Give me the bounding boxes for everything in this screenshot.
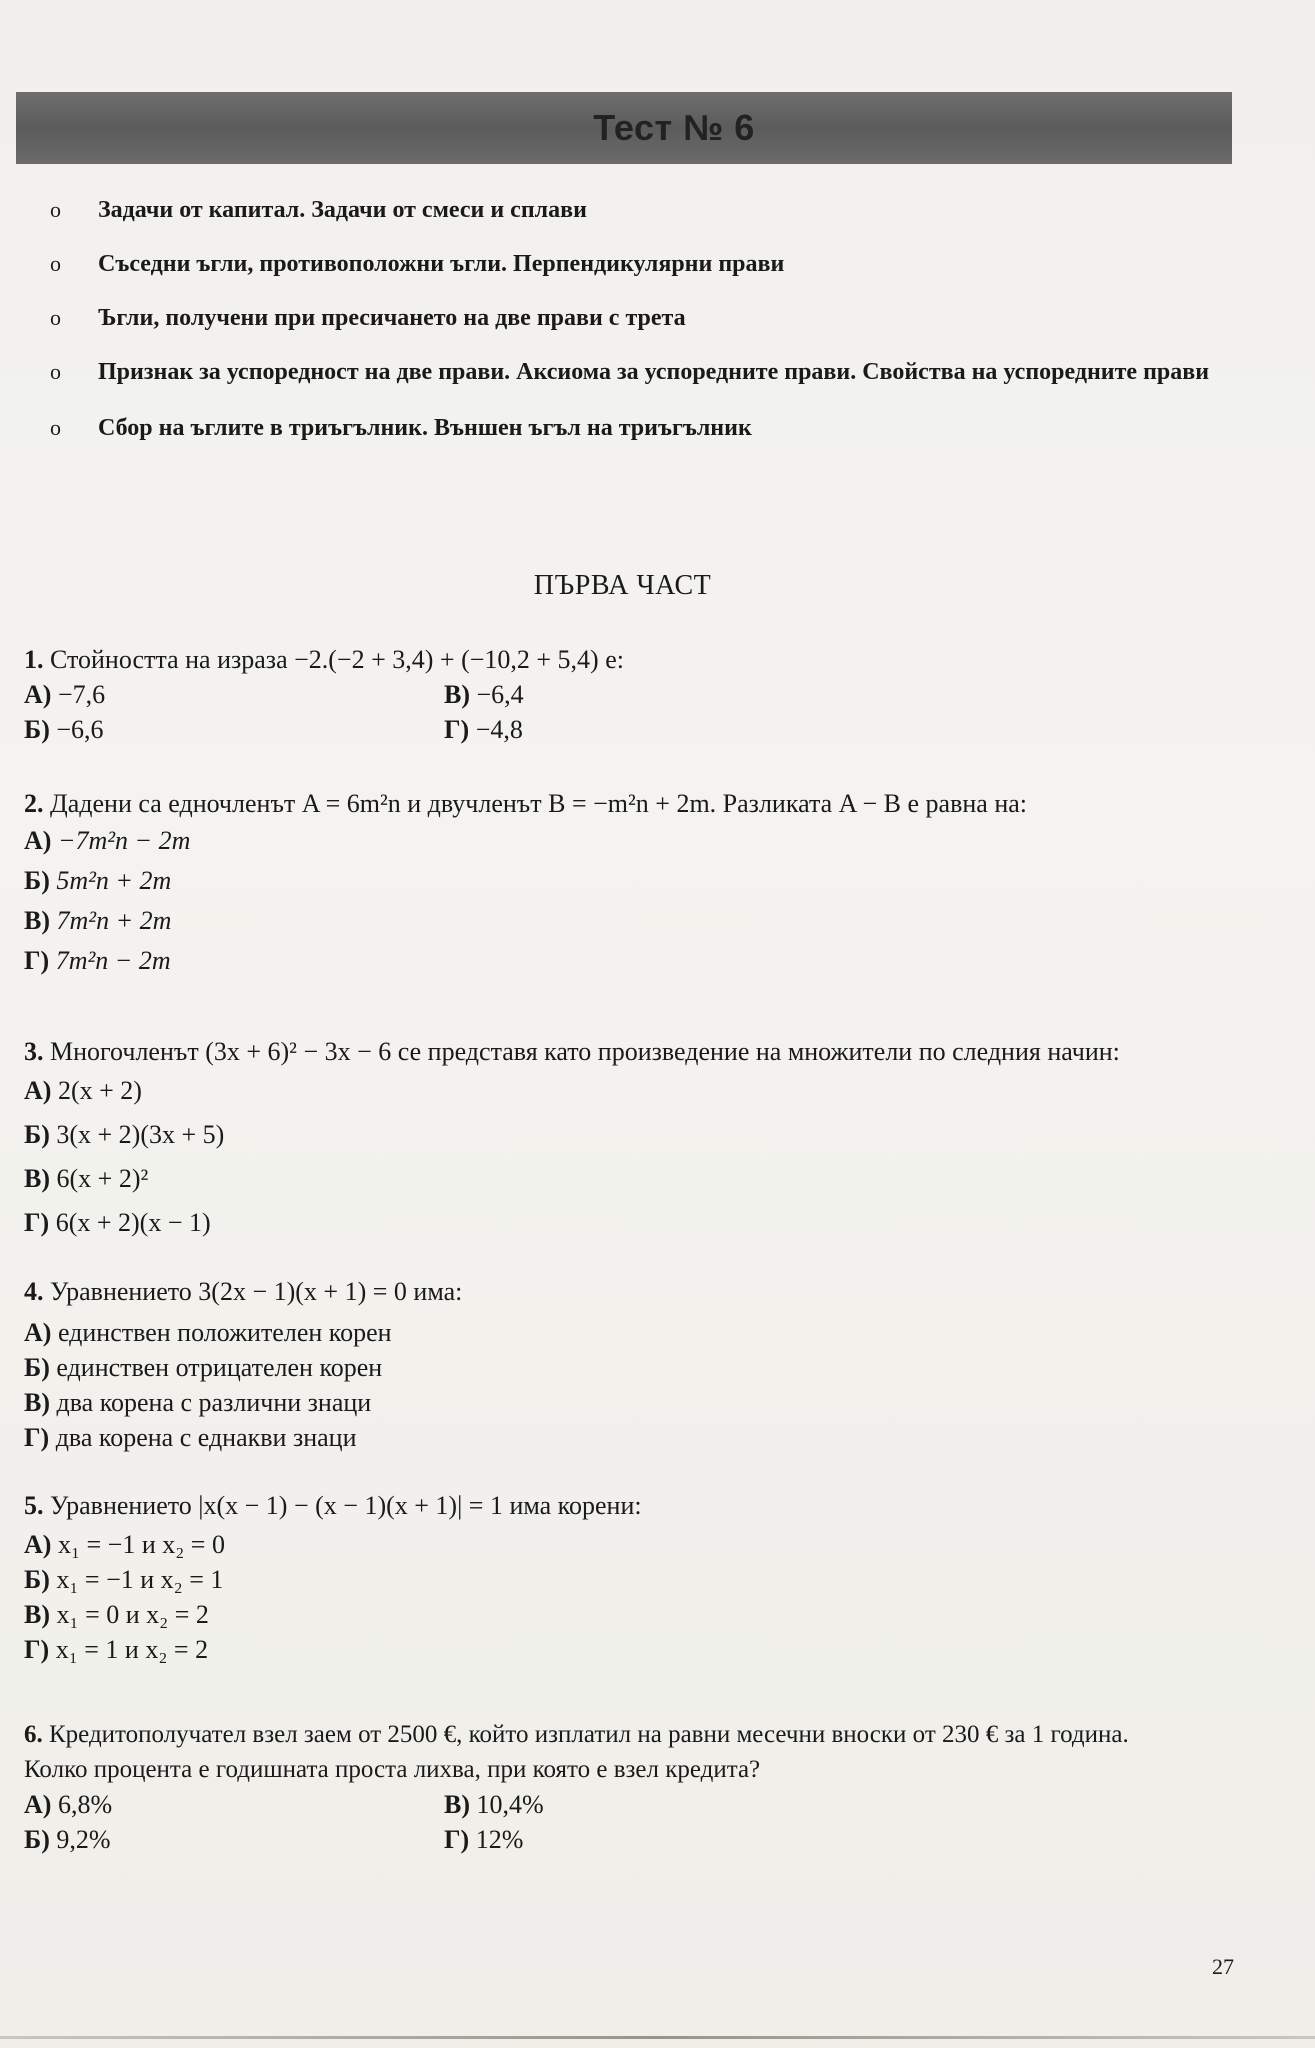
question-1 bbox=[24, 642, 1244, 747]
option: В) два корена с различни знаци bbox=[24, 1388, 372, 1417]
question-6 bbox=[24, 1717, 1244, 1857]
topic-item bbox=[50, 301, 1230, 335]
topic-text: Задачи от капитал. Задачи от смеси и сплави bbox=[98, 197, 587, 223]
question-2 bbox=[24, 786, 1244, 981]
option: Б) единствен отрицателен корен bbox=[24, 1353, 383, 1382]
option: Г) 12% bbox=[444, 1825, 524, 1854]
options-grid bbox=[24, 677, 1244, 747]
bullet-icon: o bbox=[50, 415, 61, 440]
topic-item bbox=[50, 193, 1230, 227]
options-list bbox=[24, 1069, 1244, 1245]
test-header-bar bbox=[16, 92, 1232, 164]
bullet-icon: o bbox=[50, 305, 61, 330]
question-text: Стойността на израза −2.(−2 + 3,4) + (−10,2 + 5,4) е: bbox=[50, 645, 624, 674]
section-title: ПЪРВА ЧАСТ bbox=[533, 570, 712, 601]
page-number: 27 bbox=[1212, 1954, 1234, 1979]
option: В) −6,4 bbox=[444, 680, 524, 709]
topic-text: Ъгли, получени при пресичането на две прави с трета bbox=[98, 305, 686, 331]
option: Б) 3(x + 2)(3x + 5) bbox=[24, 1120, 225, 1149]
option: В) 6(x + 2)² bbox=[24, 1164, 149, 1193]
question-stem bbox=[24, 1488, 1244, 1523]
topic-text: Съседни ъгли, противоположни ъгли. Перпендикулярни прави bbox=[98, 251, 785, 277]
option: Г) 7m²n − 2m bbox=[24, 946, 171, 975]
question-5 bbox=[24, 1488, 1244, 1667]
test-title: Тест № 6 bbox=[593, 107, 755, 148]
topic-item bbox=[50, 355, 1230, 389]
option: А) единствен положителен корен bbox=[24, 1318, 392, 1347]
option: В) 10,4% bbox=[444, 1790, 544, 1819]
question-stem bbox=[24, 786, 1244, 821]
option: Г) 6(x + 2)(x − 1) bbox=[24, 1208, 211, 1237]
option: А) −7,6 bbox=[24, 680, 106, 709]
topic-item bbox=[50, 247, 1230, 281]
topic-text: Сбор на ъглите в триъгълник. Външен ъгъл на триъгълник bbox=[98, 415, 752, 441]
question-number: 1. bbox=[24, 645, 44, 674]
topic-text: Признак за успоредност на две прави. Аксиома за успоредните прави. Свойства на успоредните прави bbox=[98, 359, 1210, 385]
question-number: 4. bbox=[24, 1277, 44, 1306]
question-number: 5. bbox=[24, 1491, 44, 1520]
question-text-line2: Колко процента е годишната проста лихва, при която е взел кредита? bbox=[24, 1756, 761, 1783]
option: В) 7m²n + 2m bbox=[24, 906, 172, 935]
bullet-icon: o bbox=[50, 359, 61, 384]
option: Б) −6,6 bbox=[24, 715, 104, 744]
bullet-icon: o bbox=[50, 251, 61, 276]
options-list bbox=[24, 1315, 1244, 1455]
option: Б) 5m²n + 2m bbox=[24, 866, 172, 895]
options-list bbox=[24, 821, 1244, 981]
option: Г) x₁ = 1 и x₂ = 2 bbox=[24, 1635, 209, 1664]
question-text: Уравнението 3(2x − 1)(x + 1) = 0 има: bbox=[50, 1277, 463, 1306]
bullet-icon: o bbox=[50, 197, 61, 222]
topic-item bbox=[50, 411, 1230, 445]
question-number: 3. bbox=[24, 1037, 44, 1066]
question-number: 2. bbox=[24, 789, 44, 818]
question-4 bbox=[24, 1274, 1244, 1455]
option: Г) два корена с еднакви знаци bbox=[24, 1423, 357, 1452]
option: Г) −4,8 bbox=[444, 715, 523, 744]
question-stem bbox=[24, 1034, 1244, 1069]
question-text: Уравнението |x(x − 1) − (x − 1)(x + 1)| = 1 има корени: bbox=[50, 1491, 642, 1520]
options-grid bbox=[24, 1787, 1244, 1857]
topics-list bbox=[50, 193, 1230, 465]
option: А) 6,8% bbox=[24, 1790, 113, 1819]
option: В) x₁ = 0 и x₂ = 2 bbox=[24, 1600, 209, 1629]
question-stem bbox=[24, 1717, 1244, 1752]
footer-divider bbox=[0, 2036, 1315, 2039]
question-text: Многочленът (3x + 6)² − 3x − 6 се представя като произведение на множители по следния начин: bbox=[50, 1037, 1120, 1066]
question-stem bbox=[24, 642, 1244, 677]
option: А) x₁ = −1 и x₂ = 0 bbox=[24, 1530, 225, 1559]
question-3 bbox=[24, 1034, 1244, 1245]
question-stem bbox=[24, 1274, 1244, 1309]
question-text: Кредитополучател взел заем от 2500 €, който изплатил на равни месечни вноски от 230 € за 1 година. bbox=[49, 1721, 1129, 1748]
option: А) −7m²n − 2m bbox=[24, 826, 191, 855]
question-text: Дадени са едночленът A = 6m²n и двучленът B = −m²n + 2m. Разликата A − B е равна на: bbox=[50, 789, 1028, 818]
option: Б) x₁ = −1 и x₂ = 1 bbox=[24, 1565, 224, 1594]
option: Б) 9,2% bbox=[24, 1825, 111, 1854]
question-number: 6. bbox=[24, 1721, 43, 1748]
option: А) 2(x + 2) bbox=[24, 1076, 142, 1105]
options-list bbox=[24, 1527, 1244, 1667]
